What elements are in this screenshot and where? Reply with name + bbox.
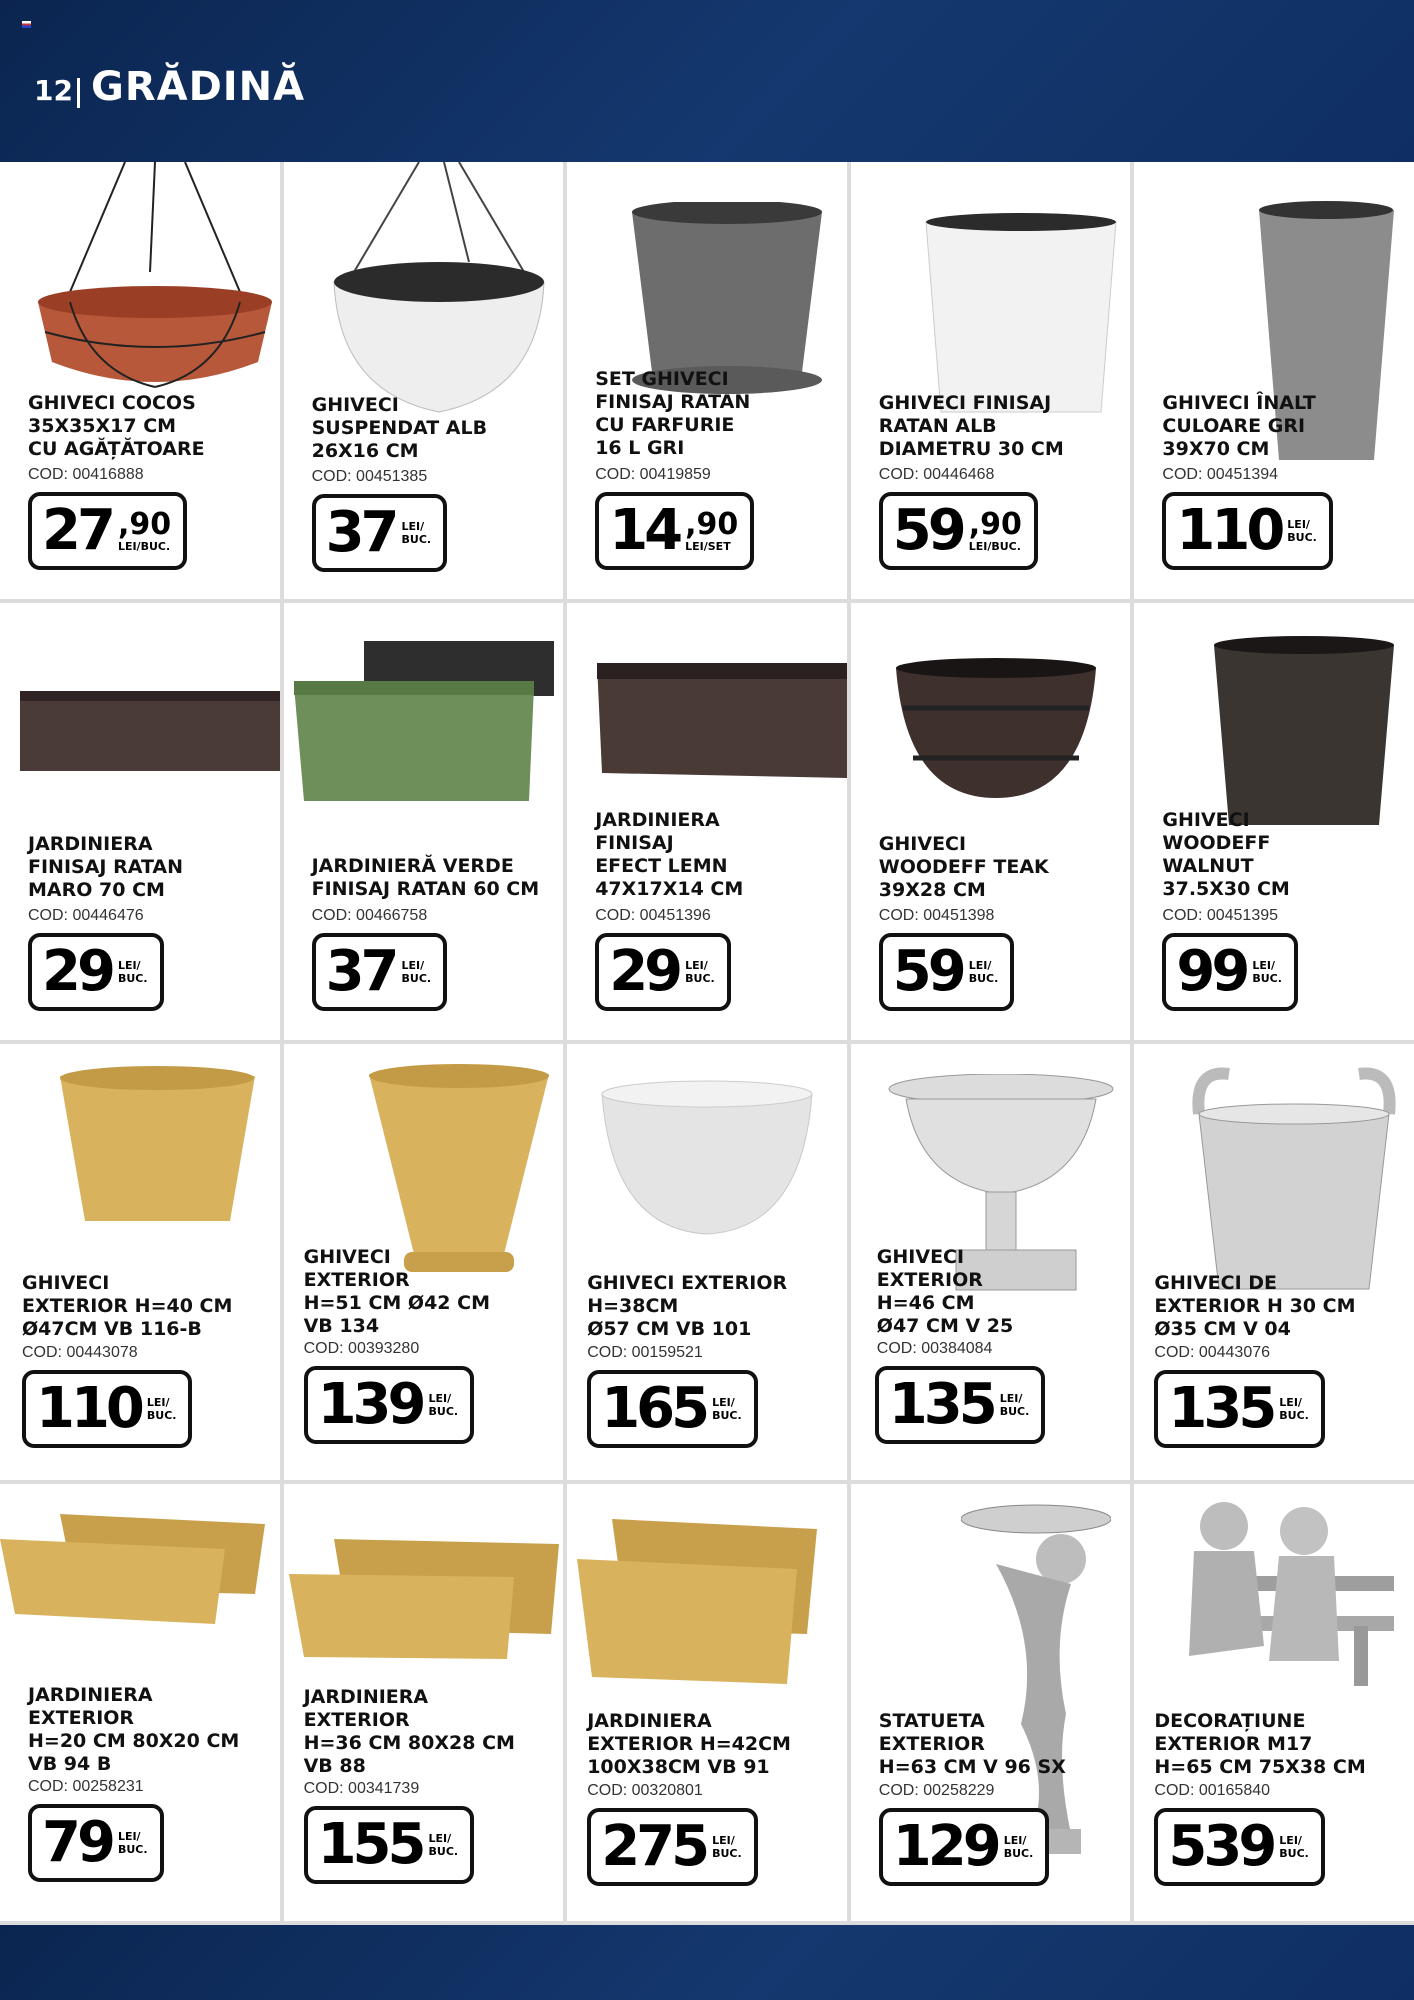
product-code: COD: 00466758 <box>311 906 428 924</box>
price-integer: 139 <box>317 1371 423 1437</box>
hanging-white-pot-image <box>324 162 554 422</box>
teak-barrel-pot-image <box>891 658 1101 803</box>
page-header <box>0 0 1414 162</box>
price-unit: LEI/ BUC. <box>1287 518 1317 544</box>
product-card[interactable] <box>851 162 1131 599</box>
price-unit: LEI/ BUC. <box>1252 958 1282 985</box>
product-code: COD: 00451395 <box>1162 906 1279 924</box>
product-name: DECORAȚIUNE EXTERIOR M17 H=65 CM 75X38 CM <box>1154 1710 1366 1779</box>
product-name: JARDINIERA EXTERIOR H=36 CM 80X28 CM VB 88 <box>303 1686 515 1778</box>
product-card[interactable] <box>851 1044 1131 1481</box>
product-code: COD: 00451398 <box>878 906 995 924</box>
sandstone-pot-image <box>55 1066 260 1226</box>
price-integer: 135 <box>888 1371 994 1437</box>
price-unit: LEI/ BUC. <box>428 1832 459 1859</box>
product-name: GHIVECI DE EXTERIOR H 30 CM Ø35 CM V 04 <box>1154 1271 1356 1340</box>
walnut-bark-pot-image <box>1209 635 1399 830</box>
price-integer: 275 <box>601 1814 707 1880</box>
product-code: COD: 00258231 <box>28 1778 144 1796</box>
price-integer: 135 <box>1168 1375 1274 1441</box>
sandstone-planters-image <box>577 1519 817 1684</box>
price-tag <box>1162 933 1298 1011</box>
product-card[interactable] <box>284 1044 564 1481</box>
price-unit: LEI/ BUC. <box>685 958 715 985</box>
product-code: COD: 00320801 <box>587 1782 703 1800</box>
price-integer: 99 <box>1176 938 1247 1004</box>
wood-effect-planter-image <box>597 663 847 783</box>
sandstone-planters-image <box>0 1514 270 1634</box>
price-integer: 27 <box>42 498 112 563</box>
white-stone-bowl-image <box>597 1079 817 1239</box>
price-tag <box>587 1808 757 1886</box>
product-name: GHIVECI EXTERIOR H=46 CM Ø47 CM V 25 <box>876 1245 1014 1337</box>
price-unit: LEI/BUC. <box>117 539 171 553</box>
product-card[interactable] <box>0 603 280 1040</box>
price-integer: 110 <box>36 1375 141 1441</box>
price-tag <box>1154 1370 1324 1448</box>
children-bench-statue-image <box>1154 1496 1404 1696</box>
product-code: COD: 00258229 <box>878 1782 995 1800</box>
section-title: GRĂDINĂ <box>91 64 306 110</box>
product-card[interactable] <box>567 1484 847 1921</box>
product-code: COD: 00416888 <box>28 466 144 483</box>
product-name: GHIVECI WOODEFF WALNUT 37.5X30 CM <box>1162 808 1290 900</box>
price-unit: LEI/ BUC. <box>146 1395 177 1422</box>
price-tag <box>28 492 187 570</box>
price-decimals: ,90 <box>685 506 739 542</box>
price-unit: LEI/ BUC. <box>1279 1395 1309 1422</box>
stone-basket-pot-image <box>1189 1064 1399 1294</box>
product-name: GHIVECI EXTERIOR H=40 CM Ø47CM VB 116-B <box>22 1271 233 1340</box>
price-integer: 59 <box>892 498 963 563</box>
flag-icon <box>22 21 31 28</box>
product-code: COD: 00393280 <box>303 1339 420 1357</box>
price-integer: 14 <box>609 498 680 563</box>
price-unit: LEI/ BUC. <box>117 1830 148 1857</box>
green-rattan-planter-image <box>294 641 559 811</box>
page-footer <box>0 1925 1414 2000</box>
product-code: COD: 00451394 <box>1162 466 1279 483</box>
product-code: COD: 00446476 <box>28 906 144 924</box>
product-name: JARDINIERA FINISAJ EFECT LEMN 47X17X14 CM <box>595 808 744 900</box>
price-integer: 155 <box>317 1812 423 1878</box>
price-tag <box>28 933 164 1011</box>
product-name: JARDINIERA EXTERIOR H=42CM 100X38CM VB 91 <box>587 1710 791 1779</box>
price-integer: 79 <box>42 1810 112 1876</box>
product-code: COD: 00165840 <box>1154 1782 1271 1800</box>
price-tag <box>875 1366 1045 1444</box>
price-unit: LEI/SET <box>685 539 731 553</box>
product-code: COD: 00341739 <box>303 1780 420 1798</box>
price-tag <box>304 1366 474 1444</box>
price-integer: 110 <box>1176 498 1282 563</box>
sandstone-planters-image <box>289 1539 559 1664</box>
product-code: COD: 00451385 <box>311 468 428 485</box>
price-tag <box>1154 1808 1324 1886</box>
white-rattan-pot-image <box>921 212 1121 422</box>
price-decimals: ,90 <box>117 506 172 542</box>
product-card[interactable] <box>567 162 847 599</box>
price-integer: 129 <box>892 1814 998 1880</box>
price-integer: 165 <box>601 1375 707 1441</box>
product-name: SET GHIVECI FINISAJ RATAN CU FARFURIE 16 L GRI <box>595 368 751 459</box>
product-card[interactable] <box>851 1484 1131 1921</box>
price-unit: LEI/ BUC. <box>999 1391 1030 1418</box>
price-integer: 29 <box>609 938 680 1004</box>
product-grid <box>0 162 1414 1925</box>
price-tag <box>304 1806 474 1884</box>
product-code: COD: 00419859 <box>595 466 711 483</box>
price-decimals: ,90 <box>968 506 1022 542</box>
product-card[interactable] <box>284 603 564 1040</box>
product-card[interactable] <box>1134 603 1414 1040</box>
product-code: COD: 00451396 <box>595 906 711 924</box>
product-name: GHIVECI EXTERIOR H=38CM Ø57 CM VB 101 <box>587 1271 788 1340</box>
price-unit: LEI/ BUC. <box>1003 1834 1034 1861</box>
product-name: JARDINIERA EXTERIOR H=20 CM 80X20 CM VB 94 B <box>28 1684 240 1776</box>
product-name: JARDINIERĂ VERDE FINISAJ RATAN 60 CM <box>311 854 540 900</box>
price-tag <box>312 933 448 1011</box>
product-card[interactable] <box>0 162 280 599</box>
brown-rattan-planter-image <box>20 691 280 776</box>
product-name: GHIVECI ÎNALT CULOARE GRI 39X70 CM <box>1162 392 1316 460</box>
product-name: GHIVECI FINISAJ RATAN ALB DIAMETRU 30 CM <box>878 392 1064 460</box>
price-integer: 29 <box>42 938 112 1004</box>
product-card[interactable] <box>0 1484 280 1921</box>
price-tag <box>587 1370 757 1448</box>
product-name: GHIVECI WOODEFF TEAK 39X28 CM <box>878 832 1049 901</box>
product-card[interactable] <box>567 1044 847 1481</box>
price-tag <box>879 1808 1049 1886</box>
product-card[interactable] <box>1134 162 1414 599</box>
price-unit: LEI/ BUC. <box>712 1395 742 1422</box>
product-name: GHIVECI COCOS 35X35X17 CM CU AGĂȚĂTOARE <box>28 392 205 460</box>
price-tag <box>22 1370 192 1448</box>
page-number: 12 <box>34 74 73 107</box>
price-tag <box>595 492 754 570</box>
product-code: COD: 00443078 <box>22 1343 138 1361</box>
hanging-coco-basket-image <box>30 162 280 402</box>
price-unit: LEI/ BUC. <box>968 958 999 985</box>
price-integer: 59 <box>892 938 963 1004</box>
price-tag <box>28 1804 164 1882</box>
product-code: COD: 00446468 <box>878 466 995 483</box>
product-code: COD: 00159521 <box>587 1343 703 1361</box>
price-unit: LEI/ BUC. <box>1279 1834 1309 1861</box>
product-card[interactable] <box>284 1484 564 1921</box>
product-card[interactable] <box>0 1044 280 1481</box>
product-card[interactable] <box>1134 1484 1414 1921</box>
product-name: GHIVECI EXTERIOR H=51 CM Ø42 CM VB 134 <box>303 1245 490 1337</box>
price-tag <box>1162 492 1332 570</box>
product-card[interactable] <box>1134 1044 1414 1481</box>
price-unit: LEI/ BUC. <box>401 520 432 546</box>
price-integer: 37 <box>325 500 396 565</box>
header-divider <box>77 78 80 108</box>
product-code: COD: 00384084 <box>876 1339 993 1357</box>
product-card[interactable] <box>851 603 1131 1040</box>
price-tag <box>879 933 1015 1011</box>
price-unit: LEI/BUC. <box>968 539 1021 553</box>
price-unit: LEI/ BUC. <box>712 1834 742 1861</box>
cherub-statue-image <box>961 1504 1111 1859</box>
product-name: GHIVECI SUSPENDAT ALB 26X16 CM <box>311 394 488 462</box>
price-integer: 539 <box>1168 1814 1274 1880</box>
product-card[interactable] <box>567 603 847 1040</box>
price-unit: LEI/ BUC. <box>117 958 148 985</box>
price-tag <box>595 933 731 1011</box>
price-tag <box>312 494 448 572</box>
product-card[interactable] <box>284 162 564 599</box>
price-tag <box>879 492 1038 570</box>
product-name: JARDINIERA FINISAJ RATAN MARO 70 CM <box>28 832 184 901</box>
product-name: STATUETA EXTERIOR H=63 CM V 96 SX <box>878 1710 1066 1779</box>
price-integer: 37 <box>325 938 396 1004</box>
product-code: COD: 00443076 <box>1154 1343 1271 1361</box>
price-unit: LEI/ BUC. <box>401 958 432 985</box>
price-unit: LEI/ BUC. <box>428 1391 459 1418</box>
